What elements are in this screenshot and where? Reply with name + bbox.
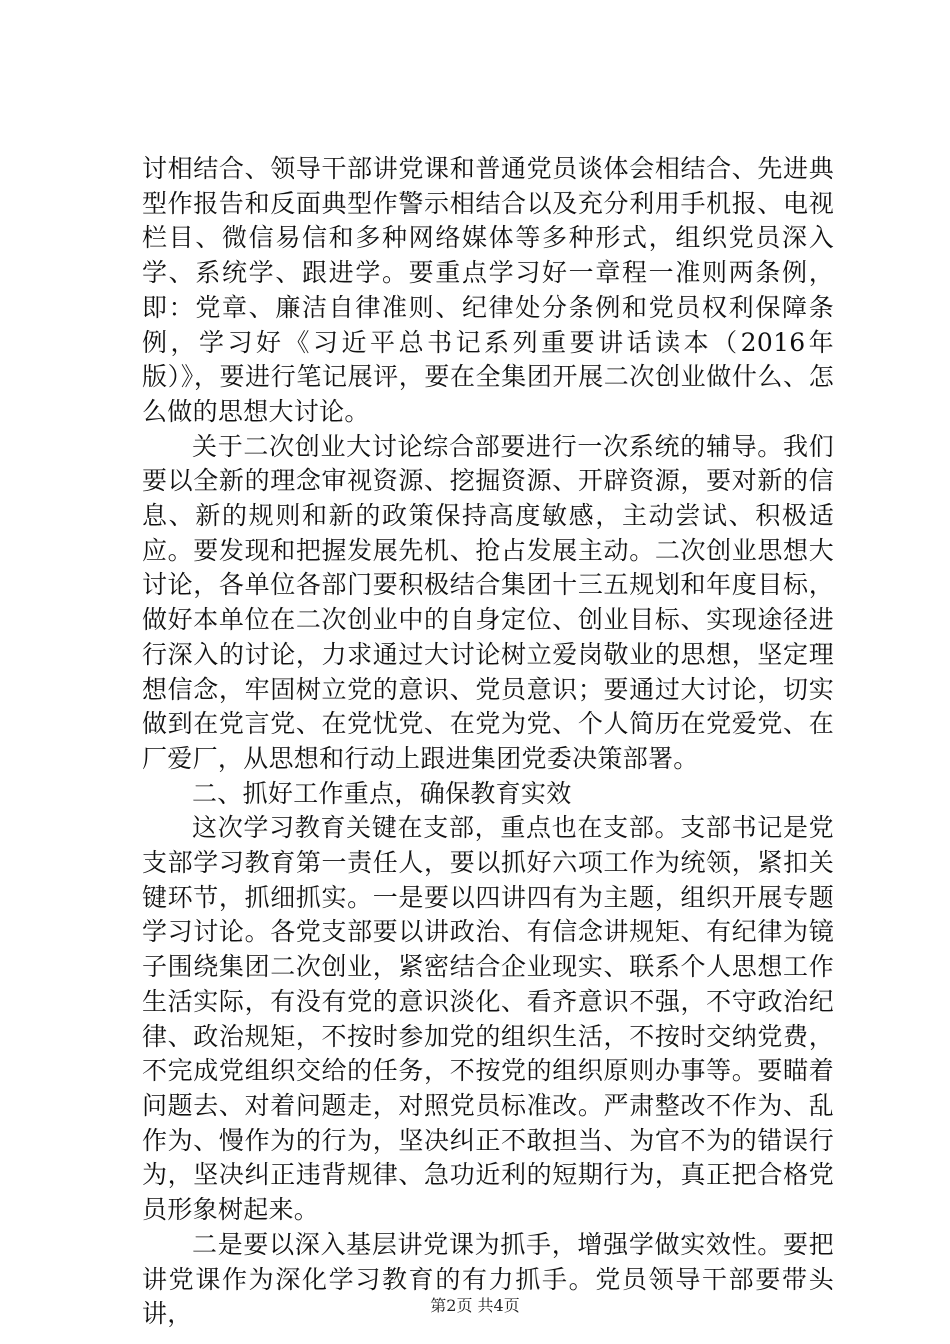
paragraph-party-lecture: 二是要以深入基层讲党课为抓手，增强学做实效性。要把讲党课作为深化学习教育的有力抓手。党员领导干部要带头讲， [142, 1229, 834, 1329]
page-number-footer: 第2页 共4页 [430, 1296, 520, 1315]
paragraph-continued: 讨相结合、领导干部讲党课和普通党员谈体会相结合、先进典型作报告和反面典型作警示相结合以及充分利用手机报、电视栏目、微信易信和多种网络媒体等多种形式，组织党员深入学、系统学、跟进学。要重点学习好一章程一准则两条例，即：党章、廉洁自律准则、纪律处分条例和党员权利保障条例，学习好《习近平总书记系列重要讲话读本（2016年版）》，要进行笔记展评，要在全集团开展二次创业做什么、怎么做的思想大讨论。 [142, 154, 834, 426]
section-heading: 二、抓好工作重点，确保教育实效 [192, 778, 572, 808]
document-body [142, 152, 834, 1332]
paragraph-discussion: 关于二次创业大讨论综合部要进行一次系统的辅导。我们要以全新的理念审视资源、挖掘资源、开辟资源，要对新的信息、新的规则和新的政策保持高度敏感，主动尝试、积极适应。要发现和把握发展先机、抢占发展主动。二次创业思想大讨论，各单位各部门要积极结合集团十三五规划和年度目标，做好本单位在二次创业中的自身定位、创业目标、实现途径进行深入的讨论，力求通过大讨论树立爱岗敬业的思想，坚定理想信念，牢固树立党的意识、党员意识；要通过大讨论，切实做到在党言党、在党忧党、在党为党、个人简历在党爱党、在厂爱厂，从思想和行动上跟进集团党委决策部署。 [142, 431, 834, 773]
paragraph-branch-focus: 这次学习教育关键在支部，重点也在支部。支部书记是党支部学习教育第一责任人，要以抓好六项工作为统领，紧扣关键环节，抓细抓实。一是要以四讲四有为主题，组织开展专题学习讨论。各党支部要以讲政治、有信念讲规矩、有纪律为镜子围绕集团二次创业，紧密结合企业现实、联系个人思想工作生活实际，有没有党的意识淡化、看齐意识不强，不守政治纪律、政治规矩，不按时参加党的组织生活，不按时交纳党费，不完成党组织交给的任务，不按党的组织原则办事等。要瞄着问题去、对着问题走，对照党员标准改。严肃整改不作为、乱作为、慢作为的行为，坚决纠正不敢担当、为官不为的错误行为，坚决纠正违背规律、急功近利的短期行为，真正把合格党员形象树起来。 [142, 813, 834, 1225]
